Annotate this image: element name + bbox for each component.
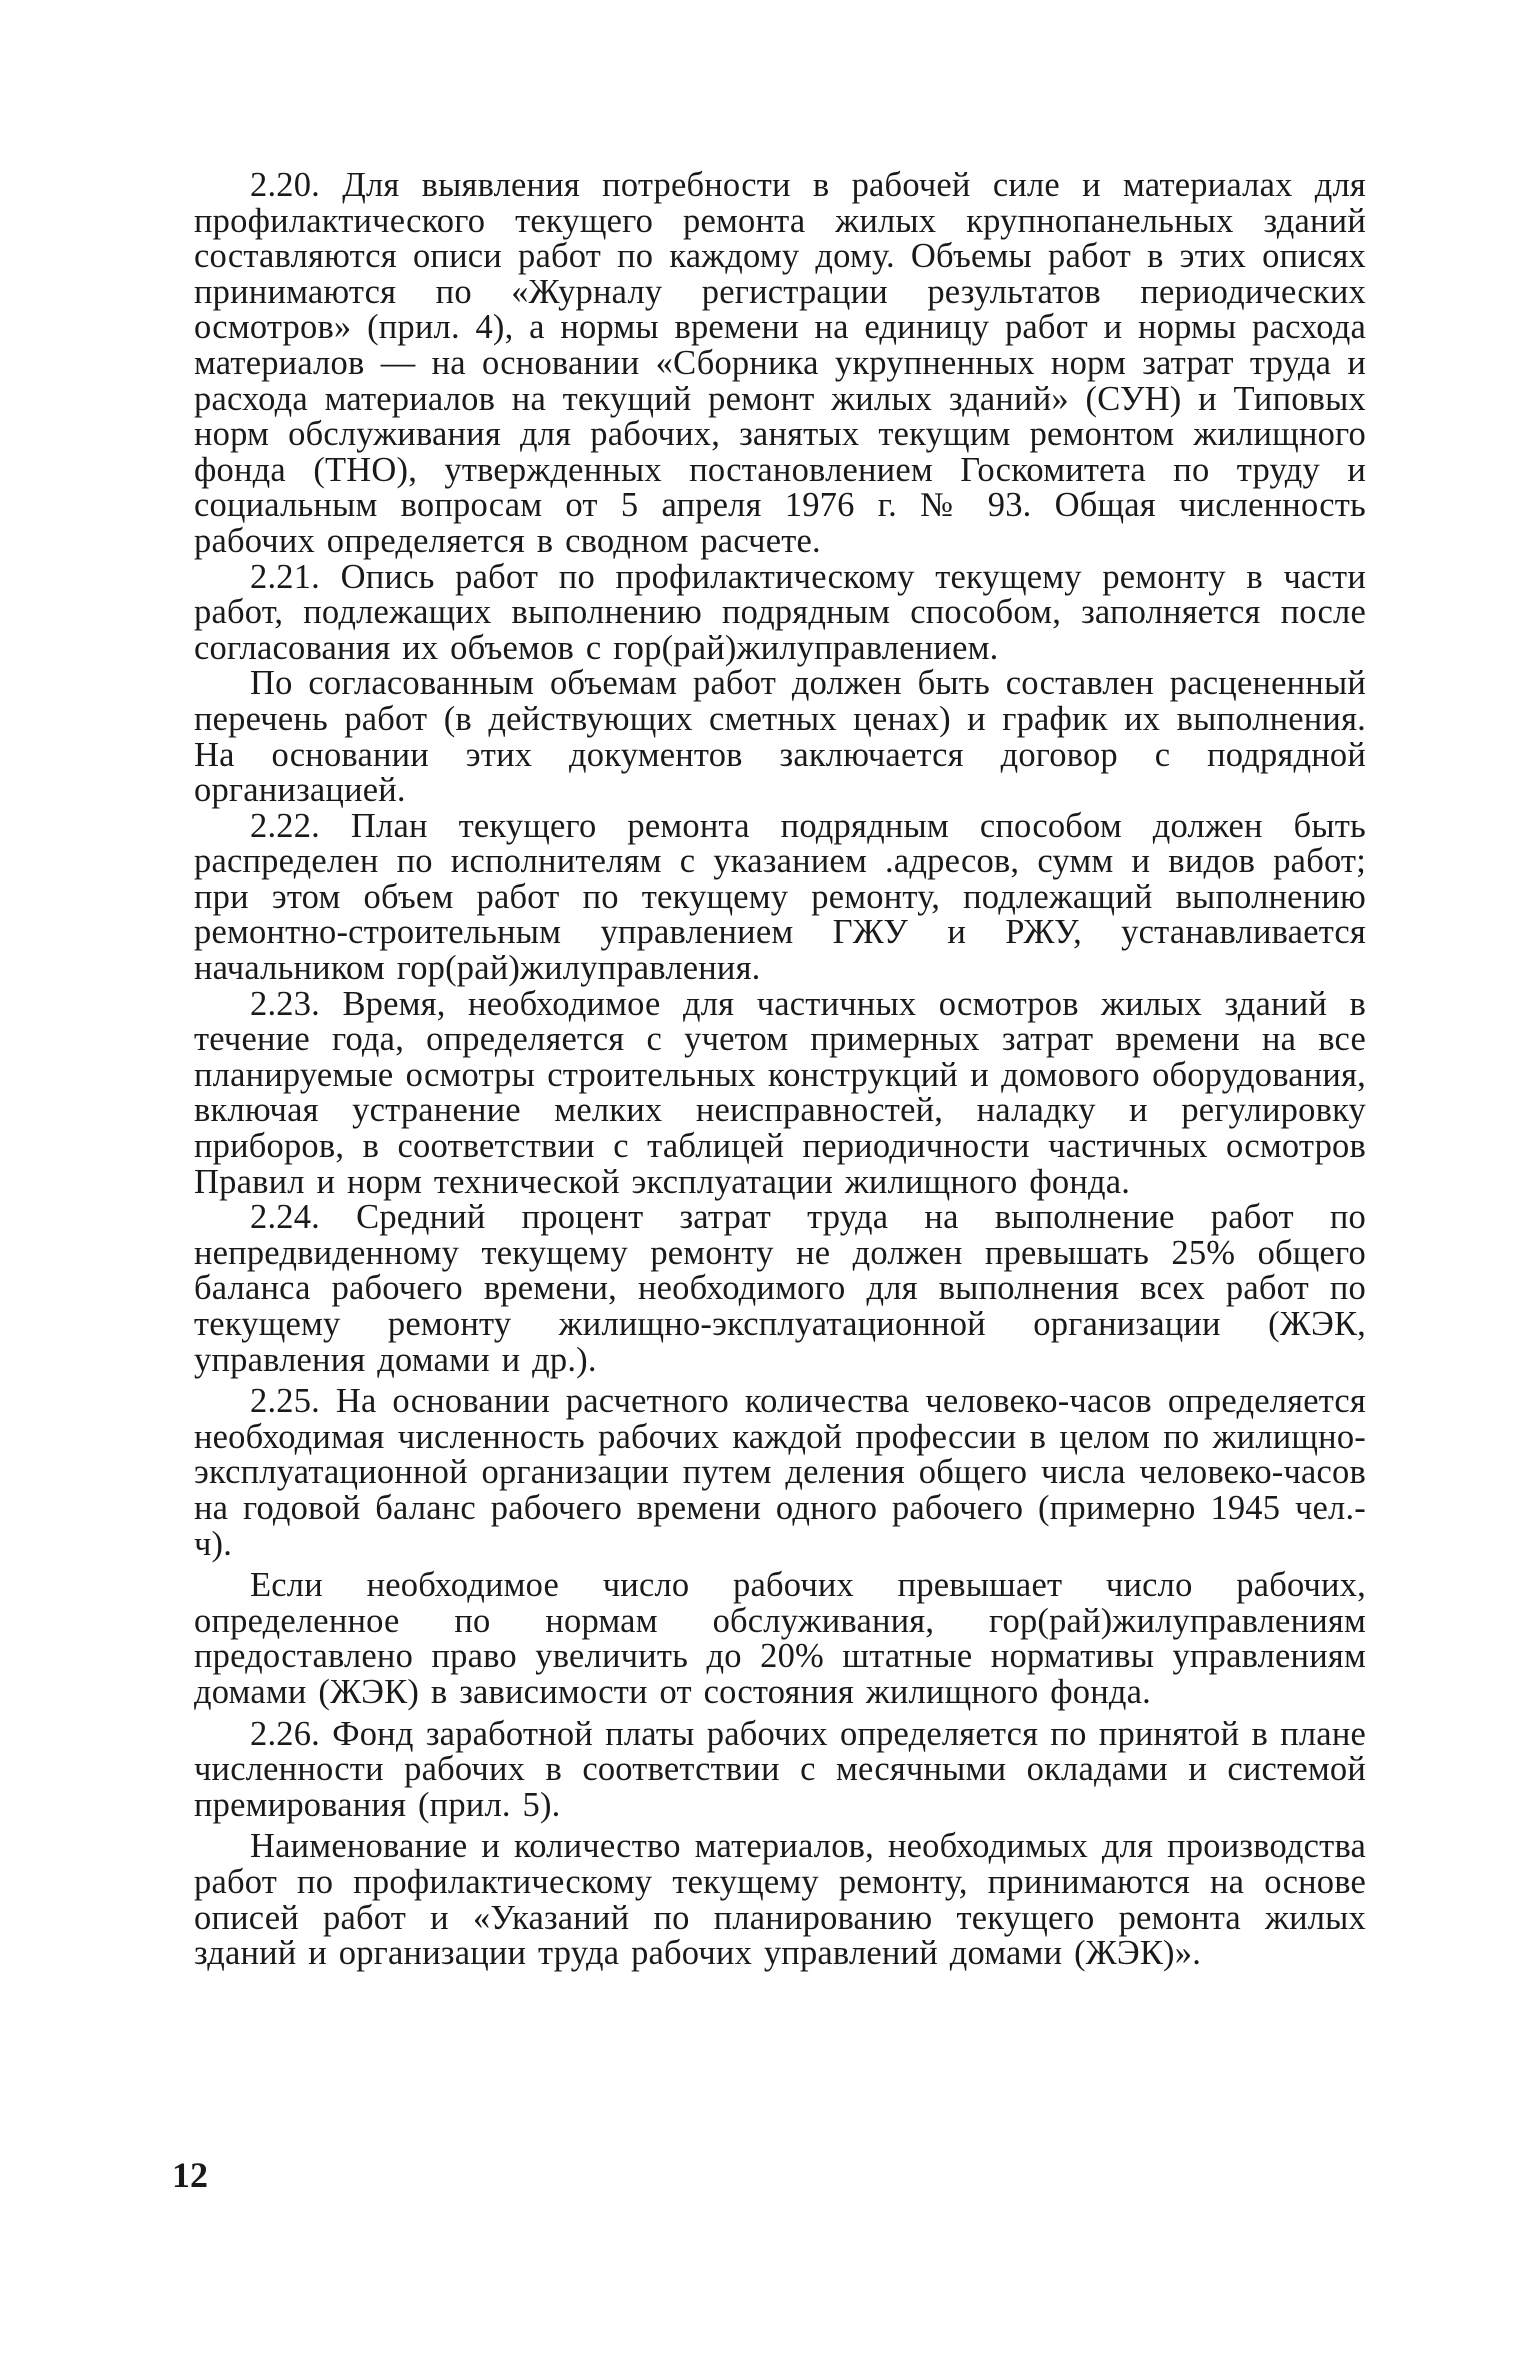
paragraph-2-21: 2.21. Опись работ по профилактическому текущему ремонту в части работ, подлежащих выполнению подрядным способом, заполняется после согласования их объемов с гор(рай)жилуправлением. xyxy=(194,557,1366,667)
paragraph-2-25: 2.25. На основании расчетного количества человеко-часов определяется необходимая численность рабочих каждой профессии в целом по жилищно-эксплуатационной организации путем деления общего числа человеко-часов на годовой баланс рабочего времени одного рабочего (примерно 1945 чел.-ч). xyxy=(194,1382,1366,1563)
paragraph-2-25-cont: Если необходимое число рабочих превышает число рабочих, определенное по нормам обслуживания, гор(рай)жилуправлениям предоставлено право увеличить до 20% штатные нормативы управлениям домами (ЖЭК) в зависимости от состояния жилищного фонда. xyxy=(194,1566,1366,1711)
paragraph-2-20: 2.20. Для выявления потребности в рабочей силе и материалах для профилактического текущего ремонта жилых крупнопанельных зданий составляются описи работ по каждому дому. Объемы работ в этих описях принимаются по «Журналу регистрации результатов периодических осмотров» (прил. 4), а нормы времени на единицу работ и нормы расхода материалов — на основании «Сборника укрупненных норм затрат труда и расхода материалов на текущий ремонт жилых зданий» (СУН) и Типовых норм обслуживания для рабочих, занятых текущим ремонтом жилищного фонда (ТНО), утвержденных постановлением Госкомитета по труду и социальным вопросам от 5 апреля 1976 г. № 93. Общая численность рабочих определяется в сводном расчете. xyxy=(194,166,1366,560)
paragraph-2-26-cont: Наименование и количество материалов, необходимых для производства работ по профилактическому текущему ремонту, принимаются на основе описей работ и «Указаний по планированию текущего ремонта жилых зданий и организации труда рабочих управлений домами (ЖЭК)». xyxy=(194,1827,1366,1973)
paragraph-2-22: 2.22. План текущего ремонта подрядным способом должен быть распределен по исполнителям с указанием .адресов, сумм и видов работ; при этом объем работ по текущему ремонту, подлежащий выполнению ремонтно-строительным управлением ГЖУ и РЖУ, устанавливается начальником гор(рай)жилуправления. xyxy=(194,806,1366,988)
paragraph-2-23: 2.23. Время, необходимое для частичных осмотров жилых зданий в течение года, определяется с учетом примерных затрат времени на все планируемые осмотры строительных конструкций и домового оборудования, включая устранение мелких неисправностей, наладку и регулировку приборов, в соответствии с таблицей периодичности частичных осмотров Правил и норм технической эксплуатации жилищного фонда. xyxy=(194,984,1366,1201)
page-number: 12 xyxy=(172,2155,208,2195)
document-page xyxy=(194,168,1366,1972)
paragraph-2-24: 2.24. Средний процент затрат труда на выполнение работ по непредвиденному текущему ремонту не должен превышать 25% общего баланса рабочего времени, необходимого для выполнения всех работ по текущему ремонту жилищно-эксплуатационной организации (ЖЭК, управления домами и др.). xyxy=(194,1198,1366,1379)
paragraph-2-21-cont: По согласованным объемам работ должен быть составлен расцененный перечень работ (в действующих сметных ценах) и график их выполнения. На основании этих документов заключается договор с подрядной организацией. xyxy=(194,664,1366,810)
paragraph-2-26: 2.26. Фонд заработной платы рабочих определяется по принятой в плане численности рабочих в соответствии с месячными окладами и системой премирования (прил. 5). xyxy=(194,1714,1366,1824)
